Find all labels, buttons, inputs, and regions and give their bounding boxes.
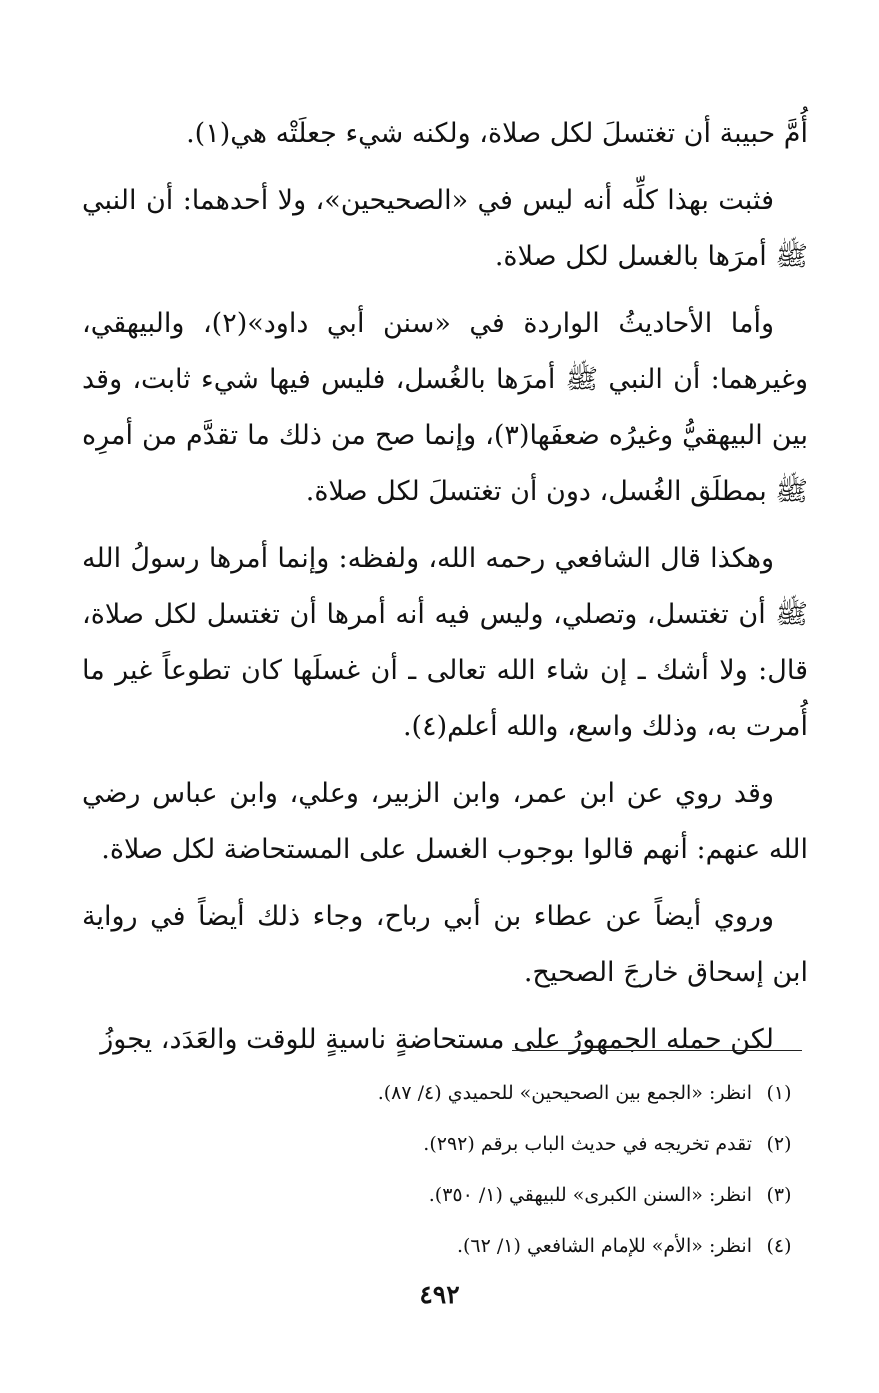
footnote-text: انظر: «السنن الكبرى» للبيهقي (١/ ٣٥٠). <box>428 1184 752 1206</box>
footnote-number: (٤) <box>766 1235 792 1257</box>
footnote-text: انظر: «الجمع بين الصحيحين» للحميدي (٤/ ٨٧). <box>377 1082 752 1104</box>
footnote-1 <box>160 1068 810 1119</box>
footnote-text: تقدم تخريجه في حديث الباب برقم (٢٩٢). <box>423 1133 752 1155</box>
paragraph-6: وروي أيضاً عن عطاء بن أبي رباح، وجاء ذلك أيضاً في رواية ابن إسحاق خارجَ الصحيح. <box>82 901 808 988</box>
paragraph-3: وأما الأحاديثُ الواردة في «سنن أبي داود»(٢)، والبيهقي، وغيرهما: أن النبي ﷺ أمرَها بالغُسل، فليس فيها شيء ثابت، وقد بين البيهقيُّ وغيرُه ضعفَها(٣)، وإنما صح من ذلك ما تقدَّم من أمرِه ﷺ بمطلَق الغُسل، دون أن تغتسلَ لكل صلاة. <box>82 308 808 507</box>
footnote-3 <box>160 1170 810 1221</box>
footnote-number: (١) <box>766 1082 792 1104</box>
footnotes <box>160 1068 810 1272</box>
footnote-2 <box>160 1119 810 1170</box>
paragraph-5: وقد روي عن ابن عمر، وابن الزبير، وعلي، وابن عباس رضي الله عنهم: أنهم قالوا بوجوب الغسل على المستحاضة لكل صلاة. <box>82 778 808 865</box>
footnote-number: (٣) <box>766 1184 792 1206</box>
paragraph-7: لكن حمله الجمهورُ على مستحاضةٍ ناسيةٍ للوقت والعَدَد، يجوزُ <box>100 1024 774 1055</box>
paragraph-4: وهكذا قال الشافعي رحمه الله، ولفظه: وإنما أمرها رسولُ الله ﷺ أن تغتسل، وتصلي، وليس فيه أنه أمرها أن تغتسل لكل صلاة، قال: ولا أشك ـ إن شاء الله تعالى ـ أن غسلَها كان تطوعاً غير ما أُمرت به، وذلك واسع، والله أعلم(٤). <box>82 543 808 742</box>
footnote-number: (٢) <box>766 1133 792 1155</box>
main-text <box>82 106 808 1079</box>
paragraph-1: أُمَّ حبيبة أن تغتسلَ لكل صلاة، ولكنه شيء جعلَتْه هي(١). <box>186 118 808 149</box>
page-number: ٤٩٢ <box>419 1280 460 1309</box>
footnote-divider <box>512 1050 802 1051</box>
footnote-4 <box>160 1221 810 1272</box>
paragraph-2: فثبت بهذا كلِّه أنه ليس في «الصحيحين»، ولا أحدهما: أن النبي ﷺ أمرَها بالغسل لكل صلاة. <box>82 185 808 272</box>
footnote-text: انظر: «الأم» للإمام الشافعي (١/ ٦٢). <box>456 1235 752 1257</box>
